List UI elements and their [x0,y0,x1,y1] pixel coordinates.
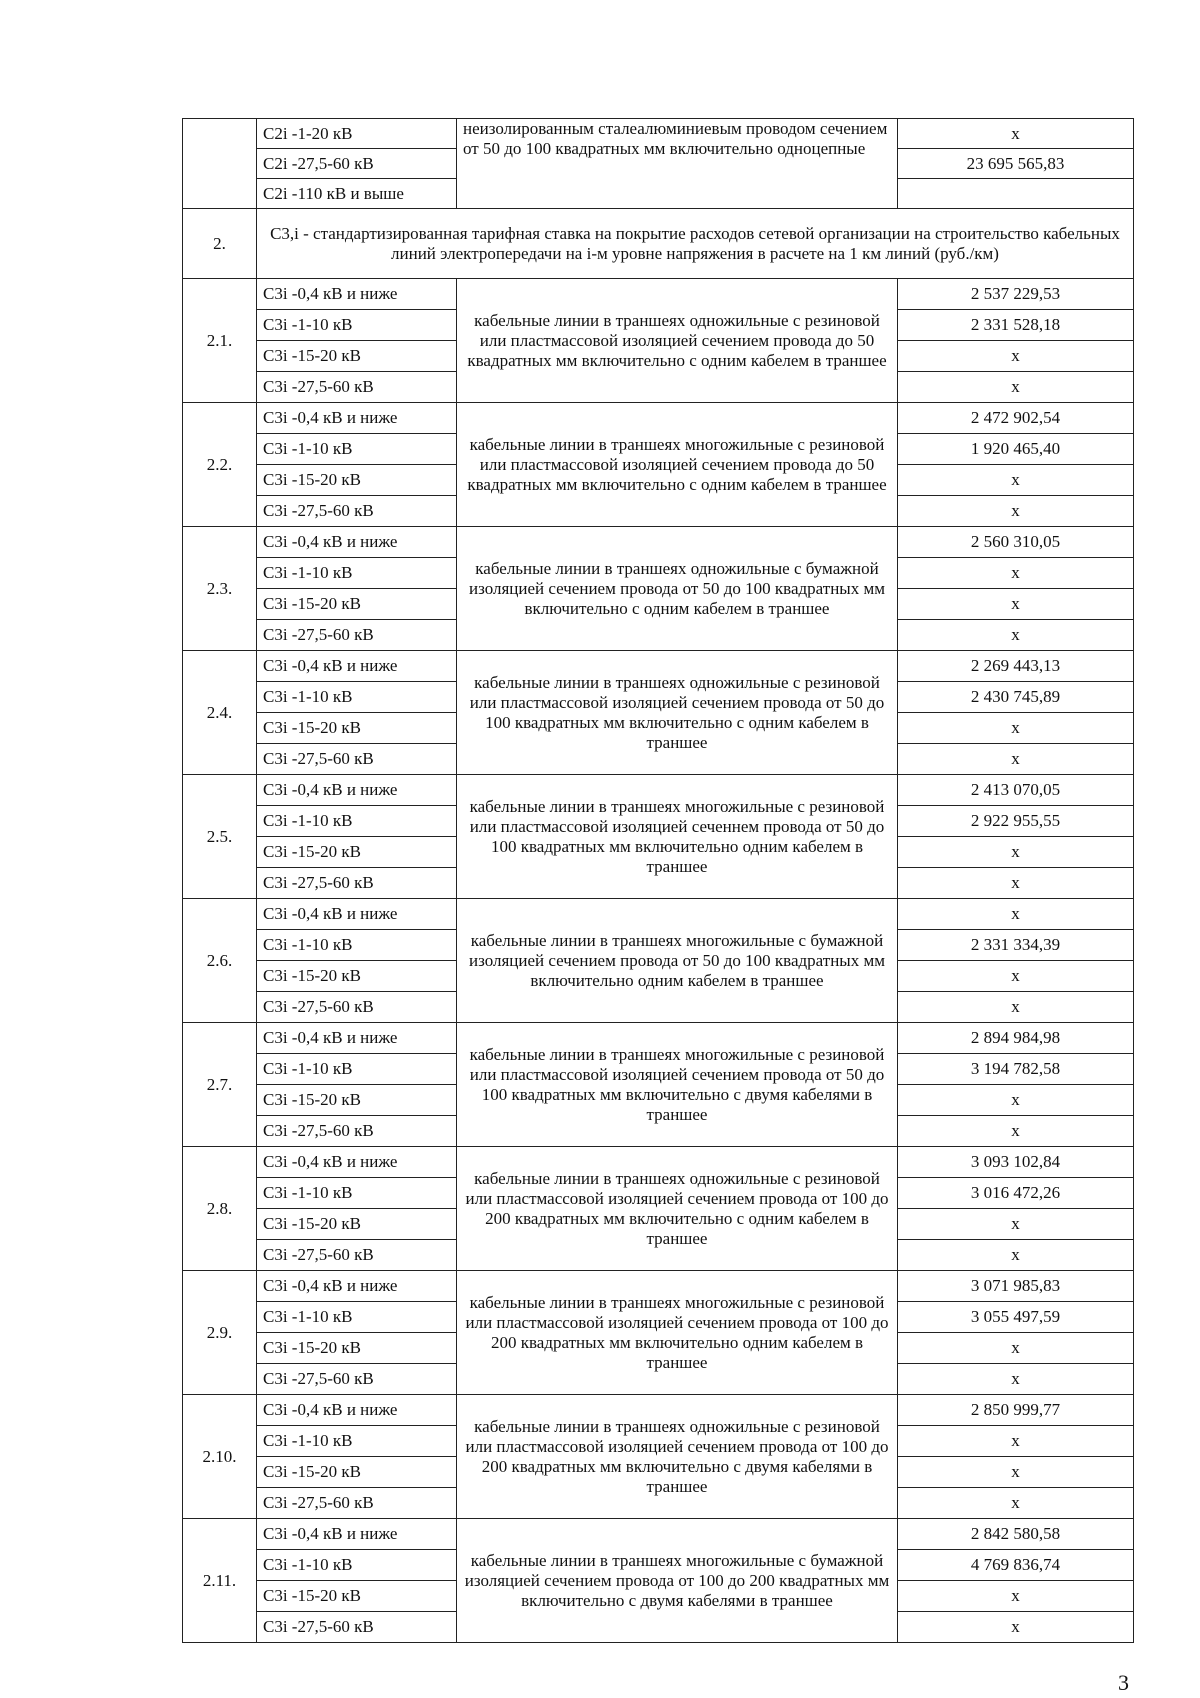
voltage-code: С3i -1-10 кВ [257,558,457,589]
rate-value: x [898,558,1134,589]
rate-value: x [898,837,1134,868]
voltage-code: С3i -27,5-60 кВ [257,620,457,651]
rate-value: x [898,744,1134,775]
tariff-table [182,118,1134,1643]
voltage-code: С3i -15-20 кВ [257,837,457,868]
voltage-code: С3i -0,4 кВ и ниже [257,1147,457,1178]
description: кабельные линии в траншеях многожильные с резиновой или пластмассовой изоляцией сечением провода до 50 квадратных мм включительно с одним кабелем в траншее [457,403,898,527]
rate-value: x [898,372,1134,403]
row-number: 2.8. [183,1147,257,1271]
voltage-code: С3i -15-20 кВ [257,1581,457,1612]
voltage-code: С3i -1-10 кВ [257,1178,457,1209]
description: кабельные линии в траншеях многожильные с резиновой или пластмассовой изоляцией сечением провода от 50 до 100 квадратных мм включительно с двумя кабелями в траншее [457,1023,898,1147]
section-header-row [183,209,1134,279]
voltage-code: С3i -1-10 кВ [257,310,457,341]
voltage-code: С2i -110 кВ и выше [257,179,457,209]
rate-value: 3 016 472,26 [898,1178,1134,1209]
voltage-code: С3i -27,5-60 кВ [257,744,457,775]
voltage-code: С3i -15-20 кВ [257,1085,457,1116]
rate-value: x [898,465,1134,496]
rate-value: 4 769 836,74 [898,1550,1134,1581]
voltage-code: С3i -1-10 кВ [257,930,457,961]
table-row [183,1023,1134,1054]
rate-value: x [898,1240,1134,1271]
voltage-code: С3i -15-20 кВ [257,341,457,372]
voltage-code: С3i -1-10 кВ [257,434,457,465]
voltage-code: С3i -15-20 кВ [257,713,457,744]
voltage-code: С3i -15-20 кВ [257,589,457,620]
voltage-code: С3i -0,4 кВ и ниже [257,1519,457,1550]
rate-value: x [898,1488,1134,1519]
description: кабельные линии в траншеях одножильные с резиновой или пластмассовой изоляцией сечением провода от 100 до 200 квадратных мм включительно с одним кабелем в траншее [457,1147,898,1271]
rate-value: 23 695 565,83 [898,149,1134,179]
row-number: 2.3. [183,527,257,651]
description: кабельные линии в траншеях одножильные с резиновой или пластмассовой изоляцией сечением провода до 50 квадратных мм включительно с одним кабелем в траншее [457,279,898,403]
rate-value: x [898,1116,1134,1147]
table-row [183,1519,1134,1550]
rate-value: 2 331 528,18 [898,310,1134,341]
voltage-code: С3i -1-10 кВ [257,806,457,837]
table-row [183,119,1134,149]
voltage-code: С3i -27,5-60 кВ [257,1116,457,1147]
rate-value: 3 071 985,83 [898,1271,1134,1302]
description: кабельные линии в траншеях многожильные с резиновой или пластмассовой изоляцией сечением провода от 100 до 200 квадратных мм включительно одним кабелем в траншее [457,1271,898,1395]
table-row [183,775,1134,806]
voltage-code: С3i -0,4 кВ и ниже [257,403,457,434]
voltage-code: С3i -27,5-60 кВ [257,868,457,899]
rate-value: x [898,1581,1134,1612]
voltage-code: С3i -0,4 кВ и ниже [257,527,457,558]
rate-value: 2 472 902,54 [898,403,1134,434]
rate-value: 2 269 443,13 [898,651,1134,682]
rate-value: 2 430 745,89 [898,682,1134,713]
row-number: 2.4. [183,651,257,775]
rate-value: 2 560 310,05 [898,527,1134,558]
rate-value: x [898,119,1134,149]
rate-value: x [898,1426,1134,1457]
voltage-code: С3i -15-20 кВ [257,1333,457,1364]
description: кабельные линии в траншеях многожильные с резиновой или пластмассовой изоляцией сеченнем провода от 50 до 100 квадратных мм включительно одним кабелем в траншее [457,775,898,899]
rate-value: 2 537 229,53 [898,279,1134,310]
voltage-code: С3i -0,4 кВ и ниже [257,1023,457,1054]
rate-value [898,179,1134,209]
voltage-code: С3i -27,5-60 кВ [257,496,457,527]
rate-value: 2 850 999,77 [898,1395,1134,1426]
voltage-code: С3i -27,5-60 кВ [257,992,457,1023]
voltage-code: С3i -15-20 кВ [257,465,457,496]
rate-value: x [898,961,1134,992]
rate-value: x [898,899,1134,930]
rate-value: 2 331 334,39 [898,930,1134,961]
rate-value: x [898,1612,1134,1643]
voltage-code: С3i -0,4 кВ и ниже [257,775,457,806]
rate-value: x [898,992,1134,1023]
table-row [183,1147,1134,1178]
rate-value: x [898,341,1134,372]
table-row [183,1395,1134,1426]
rate-value: x [898,868,1134,899]
voltage-code: С3i -0,4 кВ и ниже [257,1271,457,1302]
row-number: 2.10. [183,1395,257,1519]
rate-value: 2 413 070,05 [898,775,1134,806]
rate-value: 3 055 497,59 [898,1302,1134,1333]
row-number: 2.9. [183,1271,257,1395]
rate-value: 2 922 955,55 [898,806,1134,837]
description: кабельные линии в траншеях одножильные с резиновой или пластмассовой изоляцией сечением провода от 100 до 200 квадратных мм включительно с двумя кабелями в траншее [457,1395,898,1519]
rate-value: x [898,1209,1134,1240]
voltage-code: С3i -27,5-60 кВ [257,1364,457,1395]
row-number: 2.7. [183,1023,257,1147]
voltage-code: С3i -1-10 кВ [257,1054,457,1085]
description: кабельные линии в траншеях одножильные с бумажной изоляцией сечением провода от 50 до 100 квадратных мм включительно с одним кабелем в траншее [457,527,898,651]
voltage-code: С2i -1-20 кВ [257,119,457,149]
description: неизолированным сталеалюминиевым проводом сечением от 50 до 100 квадратных мм включительно одноцепные [457,119,898,209]
description: кабельные линии в траншеях одножильные с резиновой или пластмассовой изоляцией сечением провода от 50 до 100 квадратных мм включительно с одним кабелем в траншее [457,651,898,775]
voltage-code: С3i -0,4 кВ и ниже [257,651,457,682]
description: кабельные линии в траншеях многожильные с бумажной изоляцией сечением провода от 50 до 100 квадратных мм включительно одним кабелем в траншее [457,899,898,1023]
table-row [183,1271,1134,1302]
rate-value: x [898,1333,1134,1364]
section-number: 2. [183,209,257,279]
table-row [183,403,1134,434]
voltage-code: С2i -27,5-60 кВ [257,149,457,179]
voltage-code: С3i -27,5-60 кВ [257,1240,457,1271]
row-number: 2.1. [183,279,257,403]
description: кабельные линии в траншеях многожильные с бумажной изоляцией сечением провода от 100 до 200 квадратных мм включительно с двумя кабелями в траншее [457,1519,898,1643]
voltage-code: С3i -27,5-60 кВ [257,372,457,403]
voltage-code: С3i -1-10 кВ [257,1426,457,1457]
voltage-code: С3i -1-10 кВ [257,682,457,713]
row-number [183,119,257,209]
table-row [183,899,1134,930]
voltage-code: С3i -15-20 кВ [257,961,457,992]
row-number: 2.2. [183,403,257,527]
table-row [183,527,1134,558]
row-number: 2.6. [183,899,257,1023]
rate-value: x [898,713,1134,744]
voltage-code: С3i -27,5-60 кВ [257,1612,457,1643]
rate-value: 1 920 465,40 [898,434,1134,465]
voltage-code: С3i -1-10 кВ [257,1302,457,1333]
row-number: 2.5. [183,775,257,899]
rate-value: 2 842 580,58 [898,1519,1134,1550]
table-row [183,279,1134,310]
rate-value: 3 194 782,58 [898,1054,1134,1085]
section-title: С3,i - стандартизированная тарифная ставка на покрытие расходов сетевой организации на строительство кабельных линий электропередачи на i-м уровне напряжения в расчете на 1 км линий (руб./км) [257,209,1134,279]
voltage-code: С3i -0,4 кВ и ниже [257,1395,457,1426]
voltage-code: С3i -0,4 кВ и ниже [257,279,457,310]
rate-value: x [898,589,1134,620]
voltage-code: С3i -0,4 кВ и ниже [257,899,457,930]
rate-value: x [898,620,1134,651]
rate-value: x [898,1085,1134,1116]
voltage-code: С3i -1-10 кВ [257,1550,457,1581]
voltage-code: С3i -15-20 кВ [257,1457,457,1488]
rate-value: x [898,496,1134,527]
table-row [183,651,1134,682]
rate-value: 3 093 102,84 [898,1147,1134,1178]
voltage-code: С3i -27,5-60 кВ [257,1488,457,1519]
page-number: 3 [1118,1670,1129,1695]
rate-value: x [898,1364,1134,1395]
rate-value: x [898,1457,1134,1488]
rate-value: 2 894 984,98 [898,1023,1134,1054]
voltage-code: С3i -15-20 кВ [257,1209,457,1240]
row-number: 2.11. [183,1519,257,1643]
